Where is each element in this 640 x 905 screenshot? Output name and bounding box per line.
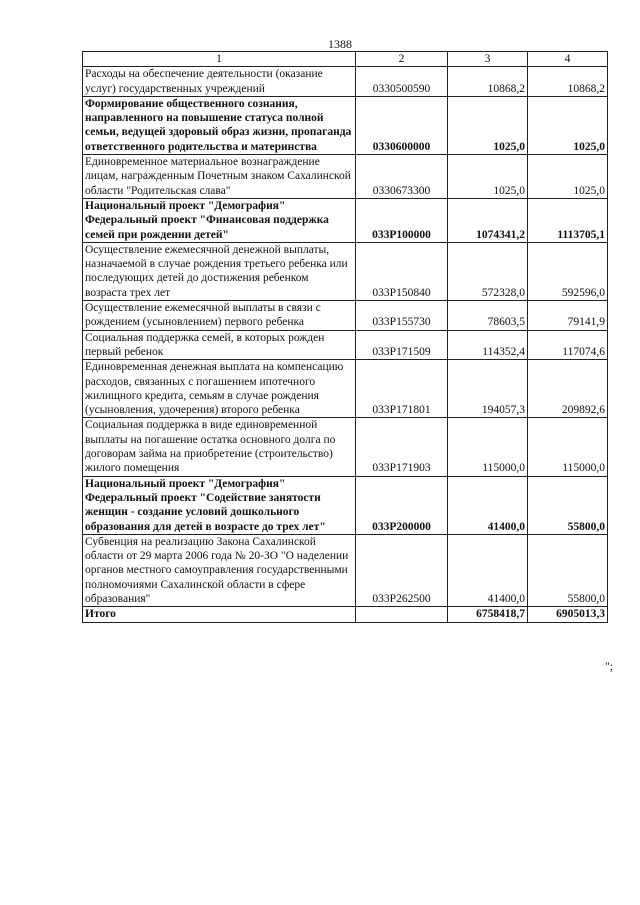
row-value-2021-cell: 55800,0 xyxy=(528,476,608,534)
table-row xyxy=(83,418,608,476)
table-row xyxy=(83,198,608,242)
table-row xyxy=(83,476,608,534)
row-name-cell: Национальный проект "Демография" Федеральный проект "Финансовая поддержка семей при рождении детей" xyxy=(83,198,356,242)
row-value-2020-cell: 194057,3 xyxy=(448,360,528,418)
row-value-2021-cell: 1025,0 xyxy=(528,155,608,199)
row-value-2020-cell: 114352,4 xyxy=(448,330,528,360)
table-row xyxy=(83,330,608,360)
row-code-cell: 033P171903 xyxy=(356,418,448,476)
row-name-cell: Единовременная денежная выплата на компенсацию расходов, связанных с погашением ипотечного жилищного кредита, семьям в случае рождения (усыновления, удочерения) второго ребенка xyxy=(83,360,356,418)
row-value-2021-cell: 592596,0 xyxy=(528,242,608,300)
row-value-2021-cell: 115000,0 xyxy=(528,418,608,476)
total-value-2021-cell: 6905013,3 xyxy=(528,607,608,622)
row-code-cell: 033P262500 xyxy=(356,534,448,606)
total-code-cell xyxy=(356,607,448,622)
row-value-2020-cell: 78603,5 xyxy=(448,301,528,331)
total-label-cell: Итого xyxy=(83,607,356,622)
table-row xyxy=(83,534,608,606)
row-code-cell: 033P171509 xyxy=(356,330,448,360)
column-header: 2 xyxy=(356,52,448,67)
row-code-cell: 0330673300 xyxy=(356,155,448,199)
row-value-2020-cell: 41400,0 xyxy=(448,476,528,534)
row-code-cell: 0330500590 xyxy=(356,67,448,97)
row-name-cell: Расходы на обеспечение деятельности (оказание услуг) государственных учреждений xyxy=(83,67,356,97)
row-value-2021-cell: 55800,0 xyxy=(528,534,608,606)
row-name-cell: Социальная поддержка семей, в которых рожден первый ребенок xyxy=(83,330,356,360)
row-value-2021-cell: 10868,2 xyxy=(528,67,608,97)
column-header: 1 xyxy=(83,52,356,67)
table-row xyxy=(83,67,608,97)
column-header: 4 xyxy=(528,52,608,67)
page-number: 1388 xyxy=(328,37,352,51)
row-code-cell: 033P155730 xyxy=(356,301,448,331)
row-value-2020-cell: 41400,0 xyxy=(448,534,528,606)
row-value-2021-cell: 117074,6 xyxy=(528,330,608,360)
table-row xyxy=(83,155,608,199)
row-name-cell: Осуществление ежемесячной выплаты в связи с рождением (усыновлением) первого ребенка xyxy=(83,301,356,331)
row-value-2021-cell: 209892,6 xyxy=(528,360,608,418)
row-value-2021-cell: 1025,0 xyxy=(528,96,608,154)
total-row xyxy=(83,607,608,622)
row-code-cell: 0330600000 xyxy=(356,96,448,154)
row-name-cell: Осуществление ежемесячной денежной выплаты, назначаемой в случае рождения третьего ребенка или последующих детей до достижения ребенком возраста трех лет xyxy=(83,242,356,300)
row-code-cell: 033P150840 xyxy=(356,242,448,300)
row-name-cell: Формирование общественного сознания, направленного на повышение статуса полной семьи, ведущей здоровый образ жизни, пропаганда ответственного родительства и материнства xyxy=(83,96,356,154)
row-code-cell: 033P200000 xyxy=(356,476,448,534)
row-value-2020-cell: 10868,2 xyxy=(448,67,528,97)
row-code-cell: 033P171801 xyxy=(356,360,448,418)
row-value-2020-cell: 1025,0 xyxy=(448,155,528,199)
row-value-2020-cell: 115000,0 xyxy=(448,418,528,476)
row-value-2020-cell: 572328,0 xyxy=(448,242,528,300)
row-name-cell: Субвенция на реализацию Закона Сахалинской области от 29 марта 2006 года № 20-ЗО "О наделении органов местного самоуправления государственными полномочиями Сахалинской области в сфере образования" xyxy=(83,534,356,606)
total-value-2020-cell: 6758418,7 xyxy=(448,607,528,622)
table-header-row xyxy=(83,52,608,67)
table-row xyxy=(83,360,608,418)
table-row xyxy=(83,301,608,331)
row-value-2021-cell: 79141,9 xyxy=(528,301,608,331)
row-name-cell: Единовременное материальное вознаграждение лицам, награжденным Почетным знаком Сахалинской области "Родительская слава" xyxy=(83,155,356,199)
closing-quote-mark: "; xyxy=(605,661,613,673)
column-header: 3 xyxy=(448,52,528,67)
budget-table xyxy=(82,51,608,623)
row-name-cell: Национальный проект "Демография" Федеральный проект "Содействие занятости женщин - создание условий дошкольного образования для детей в возрасте до трех лет" xyxy=(83,476,356,534)
row-code-cell: 033P100000 xyxy=(356,198,448,242)
row-value-2021-cell: 1113705,1 xyxy=(528,198,608,242)
row-value-2020-cell: 1025,0 xyxy=(448,96,528,154)
row-name-cell: Социальная поддержка в виде единовременной выплаты на погашение остатка основного долга по договорам займа на приобретение (строительство) жилого помещения xyxy=(83,418,356,476)
row-value-2020-cell: 1074341,2 xyxy=(448,198,528,242)
table-row xyxy=(83,242,608,300)
table-row xyxy=(83,96,608,154)
